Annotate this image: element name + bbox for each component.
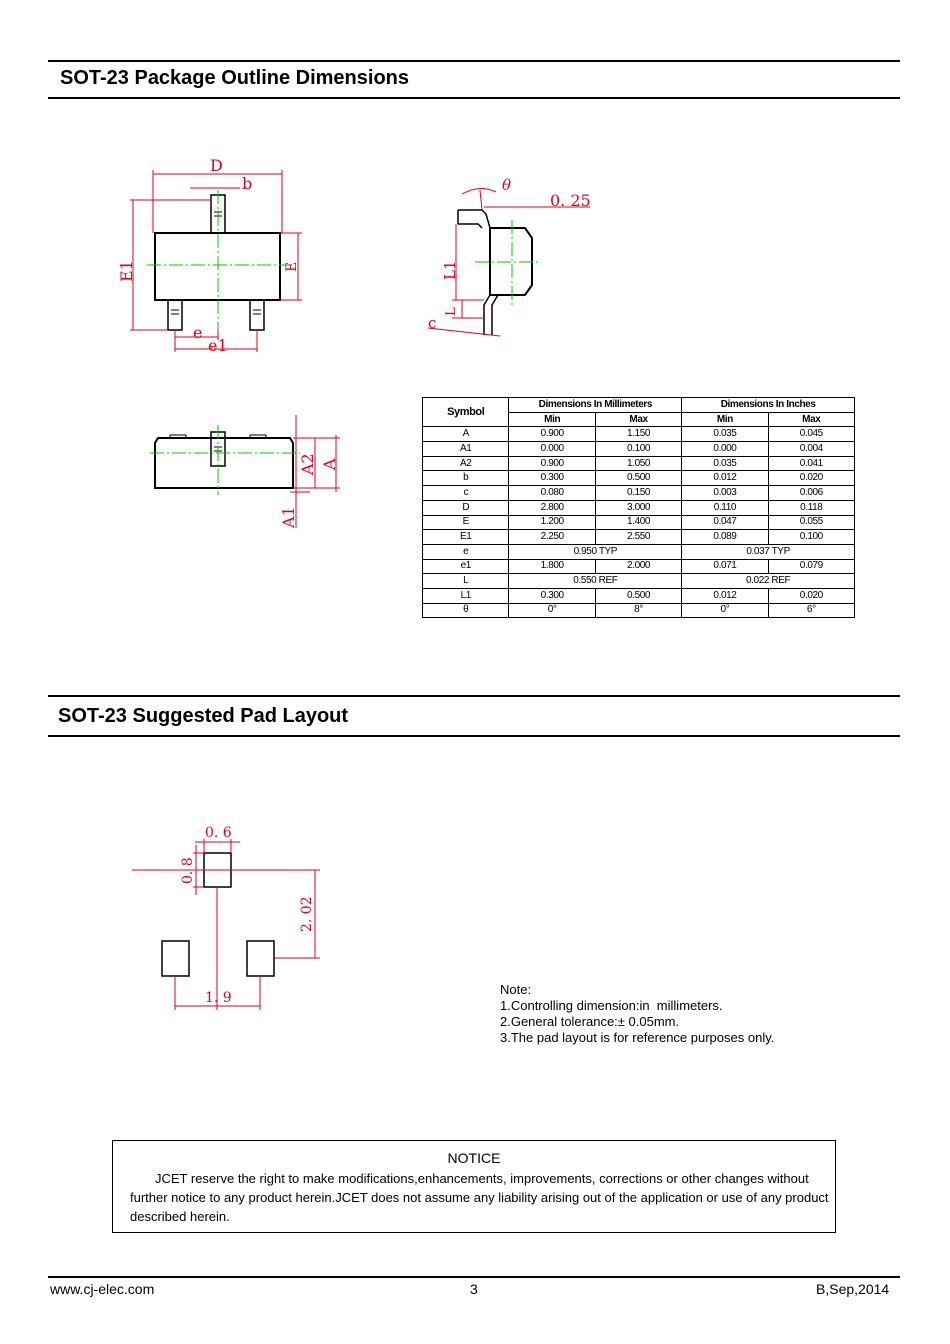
- value-cell: 0.089: [682, 530, 768, 545]
- label-pad-height: 0. 8: [180, 857, 196, 884]
- symbol-cell: E1: [423, 530, 509, 545]
- symbol-cell: L: [423, 574, 509, 589]
- label-D: D: [210, 156, 223, 175]
- pad-section-title: SOT-23 Suggested Pad Layout: [58, 705, 349, 727]
- value-cell: 0.035: [682, 427, 768, 442]
- pad-section-rule: [48, 695, 900, 697]
- table-row: [423, 559, 855, 574]
- value-cell: 2.550: [595, 530, 681, 545]
- table-row: [423, 442, 855, 457]
- top-view-drawing: [110, 150, 310, 360]
- value-cell: 0.000: [682, 442, 768, 457]
- value-cell: 0.022 REF: [682, 574, 855, 589]
- in-min-header: Min: [682, 412, 768, 427]
- value-cell: 0.037 TYP: [682, 544, 855, 559]
- value-cell: 0.012: [682, 588, 768, 603]
- label-b: b: [242, 174, 253, 193]
- value-cell: 1.200: [509, 515, 595, 530]
- value-cell: 0.006: [768, 486, 854, 501]
- value-cell: 0.047: [682, 515, 768, 530]
- dimensions-table: [422, 397, 855, 618]
- value-cell: 0.150: [595, 486, 681, 501]
- label-L1: L1: [441, 260, 459, 280]
- inch-header: Dimensions In Inches: [682, 398, 855, 413]
- label-pad-pitch: 2. 02: [299, 896, 315, 932]
- notes-block: [500, 982, 774, 1046]
- footer-rule: [48, 1276, 900, 1278]
- value-cell: 1.400: [595, 515, 681, 530]
- label-E: E: [284, 261, 300, 272]
- value-cell: 1.050: [595, 456, 681, 471]
- value-cell: 0.550 REF: [509, 574, 682, 589]
- value-cell: 0.900: [509, 427, 595, 442]
- table-row: [423, 486, 855, 501]
- value-cell: 0.035: [682, 456, 768, 471]
- value-cell: 0.080: [509, 486, 595, 501]
- table-row: [423, 427, 855, 442]
- footer-page-number: 3: [470, 1281, 478, 1297]
- outline-title-underline: [48, 97, 900, 99]
- value-cell: 0.500: [595, 471, 681, 486]
- table-row: [423, 544, 855, 559]
- top-rule: [48, 60, 900, 62]
- value-cell: 0.118: [768, 500, 854, 515]
- value-cell: 0.900: [509, 456, 595, 471]
- value-cell: 0.500: [595, 588, 681, 603]
- pad-title-underline: [48, 735, 900, 737]
- label-E1: E1: [117, 260, 136, 282]
- value-cell: 1.150: [595, 427, 681, 442]
- label-gauge: 0. 25: [550, 191, 591, 210]
- footer-revision: B,Sep,2014: [816, 1281, 890, 1297]
- footer-website: www.cj-elec.com: [50, 1281, 155, 1297]
- value-cell: 0.000: [509, 442, 595, 457]
- notice-title: NOTICE: [447, 1150, 501, 1166]
- symbol-cell: E: [423, 515, 509, 530]
- value-cell: 0.041: [768, 456, 854, 471]
- value-cell: 0.020: [768, 471, 854, 486]
- symbol-cell: e: [423, 544, 509, 559]
- symbol-cell: b: [423, 471, 509, 486]
- front-view-drawing: [150, 410, 350, 535]
- value-cell: 2.000: [595, 559, 681, 574]
- value-cell: 0.012: [682, 471, 768, 486]
- table-header-row: [423, 398, 855, 413]
- value-cell: 2.800: [509, 500, 595, 515]
- value-cell: 0.100: [595, 442, 681, 457]
- value-cell: 6°: [768, 603, 854, 618]
- symbol-cell: D: [423, 500, 509, 515]
- table-row: [423, 471, 855, 486]
- value-cell: 0.045: [768, 427, 854, 442]
- pad-layout-drawing: [125, 815, 335, 1015]
- table-row: [423, 456, 855, 471]
- value-cell: 1.800: [509, 559, 595, 574]
- value-cell: 3.000: [595, 500, 681, 515]
- label-A: A: [320, 458, 339, 470]
- mm-min-header: Min: [509, 412, 595, 427]
- in-max-header: Max: [768, 412, 854, 427]
- value-cell: 0.300: [509, 588, 595, 603]
- label-e: e: [193, 323, 203, 342]
- side-view-drawing: [420, 170, 620, 345]
- value-cell: 0.004: [768, 442, 854, 457]
- value-cell: 0.300: [509, 471, 595, 486]
- symbol-cell: θ: [423, 603, 509, 618]
- label-L: L: [444, 307, 459, 316]
- symbol-cell: A1: [423, 442, 509, 457]
- mm-header: Dimensions In Millimeters: [509, 398, 682, 413]
- label-c: c: [428, 314, 437, 332]
- value-cell: 0.110: [682, 500, 768, 515]
- value-cell: 0.079: [768, 559, 854, 574]
- notice-body: JCET reserve the right to make modifications,enhancements, improvements, corrections or other changes without further notice to any product herein.JCET does not assume any liability arising out of the application or use of any product described herein.: [130, 1171, 829, 1224]
- symbol-cell: c: [423, 486, 509, 501]
- outline-section-title: SOT-23 Package Outline Dimensions: [60, 67, 410, 89]
- value-cell: 0°: [509, 603, 595, 618]
- value-cell: 0.055: [768, 515, 854, 530]
- note-1: 1.Controlling dimension:in millimeters.: [500, 998, 723, 1013]
- label-A2: A2: [298, 453, 317, 475]
- label-pad-width: 0. 6: [205, 825, 232, 841]
- value-cell: 0.003: [682, 486, 768, 501]
- value-cell: 0.020: [768, 588, 854, 603]
- symbol-cell: e1: [423, 559, 509, 574]
- table-row: [423, 588, 855, 603]
- label-pad-span: 1. 9: [205, 990, 232, 1006]
- symbol-header: Symbol: [423, 398, 509, 427]
- symbol-cell: A: [423, 427, 509, 442]
- table-row: [423, 603, 855, 618]
- note-2: 2.General tolerance:± 0.05mm.: [500, 1014, 680, 1029]
- table-row: [423, 530, 855, 545]
- symbol-cell: A2: [423, 456, 509, 471]
- value-cell: 2.250: [509, 530, 595, 545]
- notes-title: Note:: [500, 982, 532, 997]
- note-3: 3.The pad layout is for reference purposes only.: [500, 1030, 775, 1045]
- table-row: [423, 574, 855, 589]
- table-row: [423, 515, 855, 530]
- value-cell: 0°: [682, 603, 768, 618]
- value-cell: 0.950 TYP: [509, 544, 682, 559]
- value-cell: 0.071: [682, 559, 768, 574]
- label-e1: e1: [208, 336, 228, 355]
- value-cell: 0.100: [768, 530, 854, 545]
- notice-box: [112, 1140, 836, 1233]
- label-A1: A1: [279, 506, 298, 528]
- mm-max-header: Max: [595, 412, 681, 427]
- table-row: [423, 500, 855, 515]
- value-cell: 8°: [595, 603, 681, 618]
- label-theta: θ: [502, 176, 512, 194]
- symbol-cell: L1: [423, 588, 509, 603]
